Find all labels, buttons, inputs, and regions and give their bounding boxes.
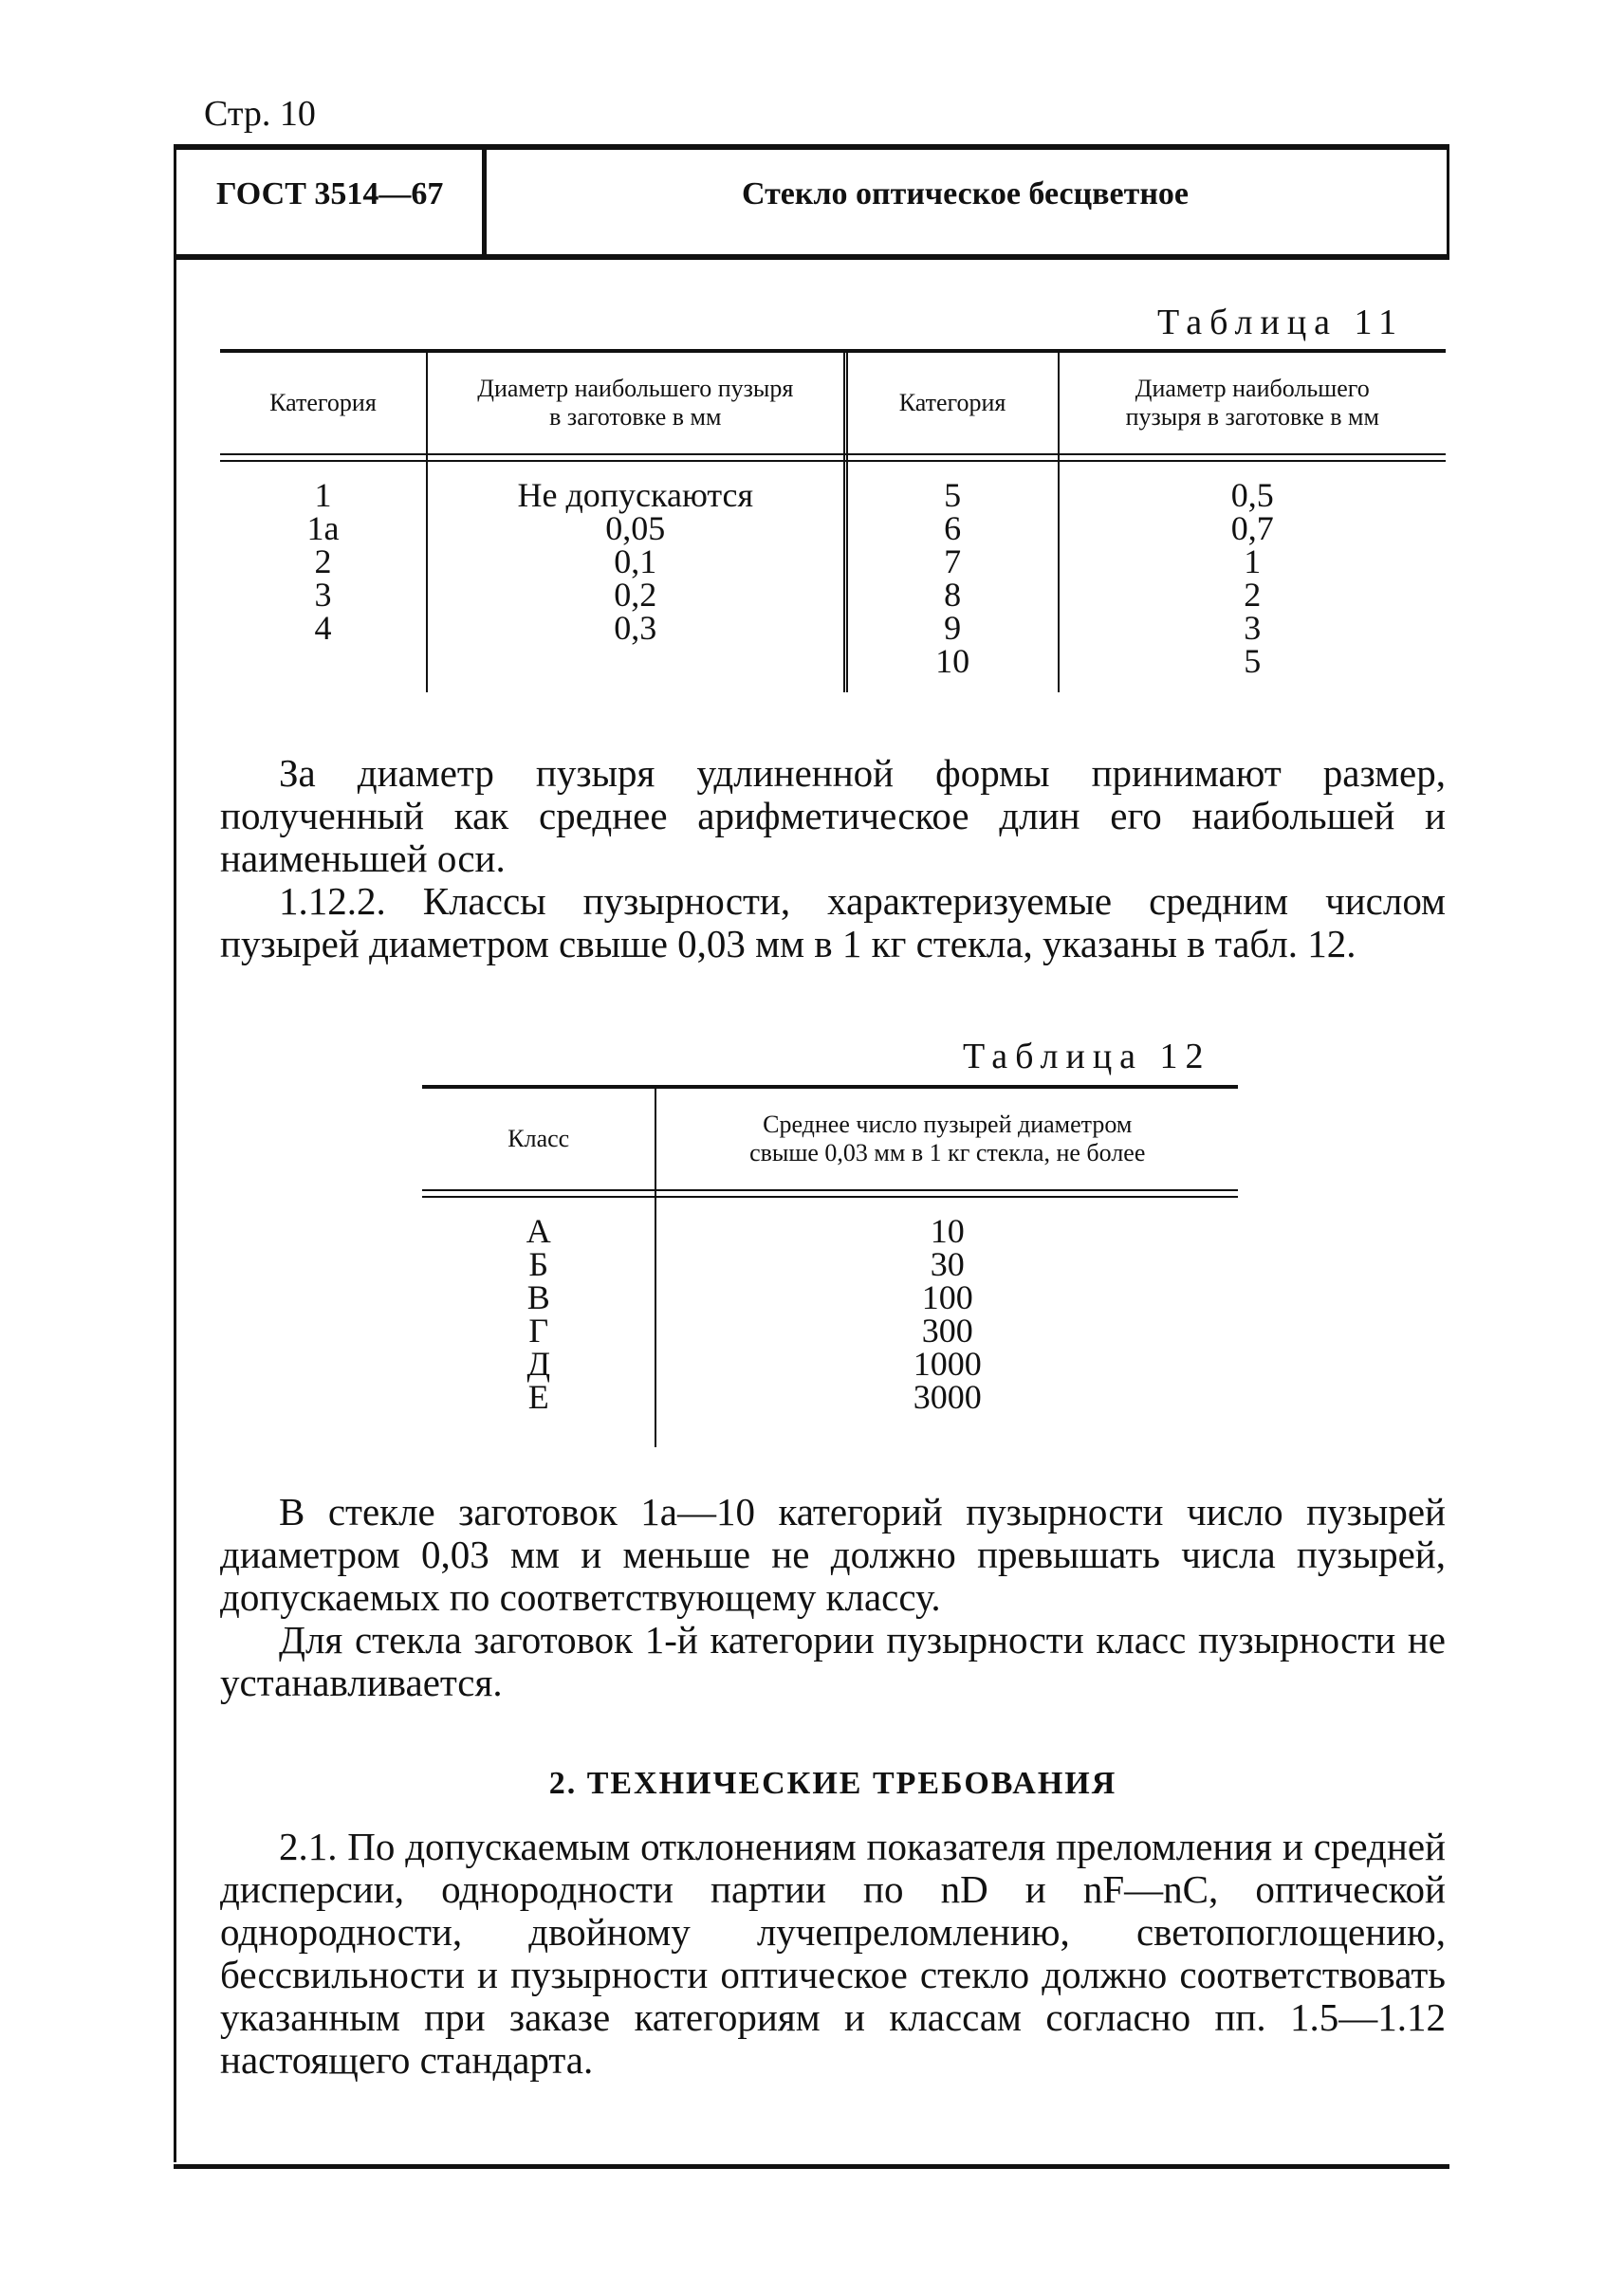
table11-header-rule (220, 453, 1446, 462)
paragraph-bubble-diameter-text: За диаметр пузыря удлиненной формы принимают размер, полученный как среднее арифметическое длин его наибольшей и наименьшей оси. (220, 751, 1446, 880)
table11-header-category-2: Категория (845, 353, 1058, 452)
paragraph-1-12-2 (220, 880, 1446, 965)
page-number: Стр. 10 (204, 94, 316, 134)
paragraph-category-1-text: Для стекла заготовок 1-й категории пузырности класс пузырности не устанавливается. (220, 1618, 1446, 1704)
table11-col-category-2: 5 6 7 8 9 10 (845, 452, 1058, 692)
table12-header-rule (422, 1189, 1238, 1198)
table12-header-count: Среднее число пузырей диаметром свыше 0,03 мм в 1 кг стекла, не более (655, 1089, 1238, 1188)
header-top-rule (174, 144, 1449, 150)
table11-col-diameter-2: 0,5 0,7 1 2 3 5 (1059, 452, 1446, 692)
gost-code: ГОСТ 3514—67 (216, 176, 444, 211)
header-left-rule (174, 144, 176, 256)
section-title: 2. ТЕХНИЧЕСКИЕ ТРЕБОВАНИЯ (548, 1766, 1117, 1801)
paragraph-blanks-bubbles (220, 1491, 1446, 1619)
paragraph-2-1-text: 2.1. По допускаемым отклонениям показателя преломления и средней дисперсии, однородности партии по nD и nF—nC, оптической однородности, двойному лучепреломлению, светопоглощению, бессвильности и пузырности оптическое стекло должно соответствовать указанным при заказе категориям и классам согласно пп. 1.5—1.12 настоящего стандарта. (220, 1825, 1446, 2082)
page-left-rule (174, 256, 176, 2162)
table11-header-category-1: Категория (269, 388, 377, 416)
page-bottom-rule (174, 2164, 1449, 2169)
paragraph-1-12-2-text: 1.12.2. Классы пузырности, характеризуемые средним числом пузырей диаметром свыше 0,03 мм в 1 кг стекла, указаны в табл. 12. (220, 879, 1446, 965)
document-title: Стекло оптическое бесцветное (741, 176, 1190, 211)
table11-header-diameter-2: Диаметр наибольшего пузыря в заготовке в мм (1059, 353, 1446, 452)
table12 (422, 1089, 1238, 1447)
header-right-rule (1447, 144, 1449, 256)
table12-col-count: 10 30 100 300 1000 3000 (655, 1188, 1238, 1447)
table11-caption: Таблица 11 (1157, 303, 1405, 342)
table11 (220, 353, 1446, 692)
paragraph-bubble-diameter (220, 752, 1446, 880)
table11-col-diameter-1: Не допускаются 0,05 0,1 0,2 0,3 (427, 452, 845, 692)
table12-header-class: Класс (508, 1124, 570, 1152)
paragraph-2-1 (220, 1826, 1446, 2082)
table11-header-diameter-1: Диаметр наибольшего пузыря в заготовке в мм (427, 353, 845, 452)
header-bottom-rule (174, 254, 1449, 260)
table11-col-category-1: 1 1а 2 3 4 (306, 476, 340, 647)
table12-caption: Таблица 12 (963, 1037, 1211, 1076)
paragraph-blanks-bubbles-text: В стекле заготовок 1а—10 категорий пузырности число пузырей диаметром 0,03 мм и меньше не должно превышать числа пузырей, допускаемых по соответствующему классу. (220, 1490, 1446, 1619)
table12-col-class: А Б В Г Д Е (526, 1212, 551, 1416)
paragraph-category-1 (220, 1619, 1446, 1704)
